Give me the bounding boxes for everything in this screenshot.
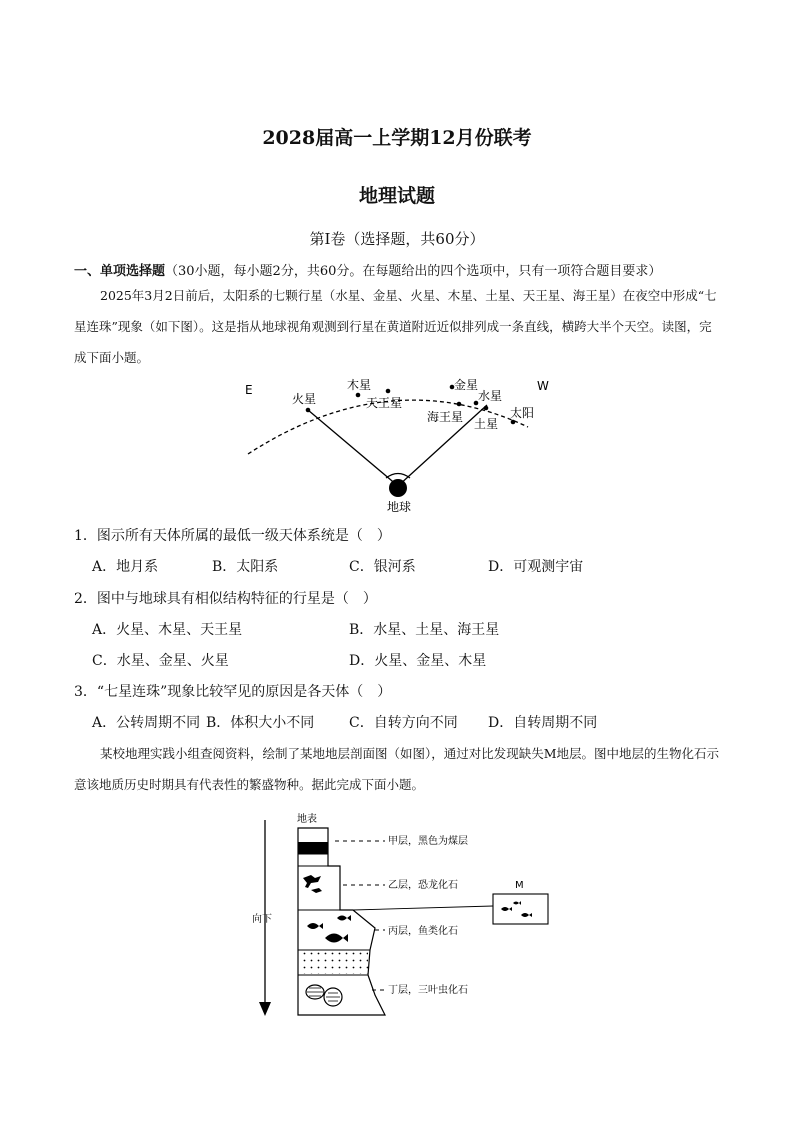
stratum-column-outline — [298, 828, 385, 1015]
layer-c-label: 丙层，鱼类化石 — [388, 926, 458, 937]
venus-label: 金星 — [454, 378, 479, 392]
uranus-dot — [386, 389, 391, 394]
passage-2: 某校地理实践小组查阅资料，绘制了某地地层剖面图（如图），通过对比发现缺失M地层。图中地层的生物化石示意该地质历史时期具有代表性的繁盛物种。据此完成下面小题。 — [74, 746, 720, 792]
planet-alignment-figure — [230, 372, 550, 514]
question-3-option-a[interactable]: A．公转周期不同 — [92, 715, 201, 731]
earth-icon — [389, 479, 407, 497]
section-title: 一、单项选择题 — [74, 264, 166, 279]
fish-fossil-icon — [307, 923, 323, 929]
mercury-label: 水星 — [478, 389, 503, 403]
direction-label-1: 向下 — [252, 914, 272, 925]
document-title: 2028届高一上学期12月份联考 — [262, 127, 532, 149]
dinosaur-fossil-icon — [303, 875, 321, 888]
stratum-section-figure — [245, 810, 550, 1022]
question-1-option-b[interactable]: B．太阳系 — [212, 559, 279, 575]
question-3-option-b[interactable]: B．体积大小不同 — [206, 715, 315, 731]
question-1-option-a[interactable]: A．地月系 — [92, 559, 159, 575]
question-3-stem: 3．“七星连珠”现象比较罕见的原因是各天体（ ） — [74, 684, 392, 700]
saturn-label: 土星 — [474, 417, 499, 431]
question-2-stem: 2．图中与地球具有相似结构特征的行星是（ ） — [74, 591, 377, 607]
sandstone-layer — [299, 951, 368, 974]
west-label: W — [537, 379, 549, 393]
uranus-label: 天王星 — [366, 396, 403, 410]
section-note: （30小题，每小题2分，共60分。在每题给出的四个选项中，只有一项符合题目要求） — [165, 264, 662, 279]
sight-line-left — [308, 410, 398, 486]
volume-label: 第Ⅰ卷（选择题，共60分） — [309, 230, 485, 248]
question-2-option-d[interactable]: D．火星、金星、木星 — [349, 653, 487, 669]
coal-layer — [298, 842, 328, 854]
question-2-option-a[interactable]: A．火星、木星、天王星 — [92, 622, 243, 638]
question-1-option-c[interactable]: C．银河系 — [349, 559, 416, 575]
earth-label: 地球 — [387, 500, 412, 514]
passage-1: 2025年3月2日前后，太阳系的七颗行星（水星、金星、火星、木星、土星、天王星、海王星）在夜空中形成“七星连珠”现象（如下图）。这是指从地球视角观测到行星在黄道附近近似排列成一条直线，横跨大半个天空。读图，完成下面小题。 — [74, 288, 717, 365]
layer-a-label: 甲层，黑色为煤层 — [388, 836, 468, 847]
m-label: M — [515, 880, 524, 891]
section-heading — [74, 260, 661, 279]
layer-d-label: 丁层，三叶虫化石 — [388, 985, 468, 996]
neptune-label: 海王星 — [427, 410, 464, 424]
question-2-option-b[interactable]: B．水星、土星、海王星 — [349, 622, 500, 638]
document-subtitle: 地理试题 — [358, 185, 435, 207]
east-label: E — [245, 383, 253, 397]
mars-label: 火星 — [292, 392, 317, 406]
layer-b-label: 乙层，恐龙化石 — [388, 880, 458, 891]
view-angle-arc — [386, 474, 410, 479]
neptune-dot — [457, 402, 462, 407]
saturn-dot — [484, 406, 489, 411]
sun-dot — [511, 420, 516, 425]
down-arrow-icon — [259, 1002, 271, 1016]
question-3-option-c[interactable]: C．自转方向不同 — [349, 715, 458, 731]
sun-label: 太阳 — [510, 406, 535, 420]
m-fish-icon — [501, 907, 512, 911]
surface-label: 地表 — [297, 814, 317, 825]
jupiter-dot — [356, 393, 361, 398]
question-3-option-d[interactable]: D．自转周期不同 — [488, 715, 598, 731]
jupiter-label: 木星 — [347, 378, 372, 392]
question-1-option-d[interactable]: D．可观测宇宙 — [488, 559, 584, 575]
question-2-option-c[interactable]: C．水星、金星、火星 — [92, 653, 229, 669]
mars-dot — [306, 408, 311, 413]
question-1-stem: 1．图示所有天体所属的最低一级天体系统是（ ） — [74, 528, 391, 544]
